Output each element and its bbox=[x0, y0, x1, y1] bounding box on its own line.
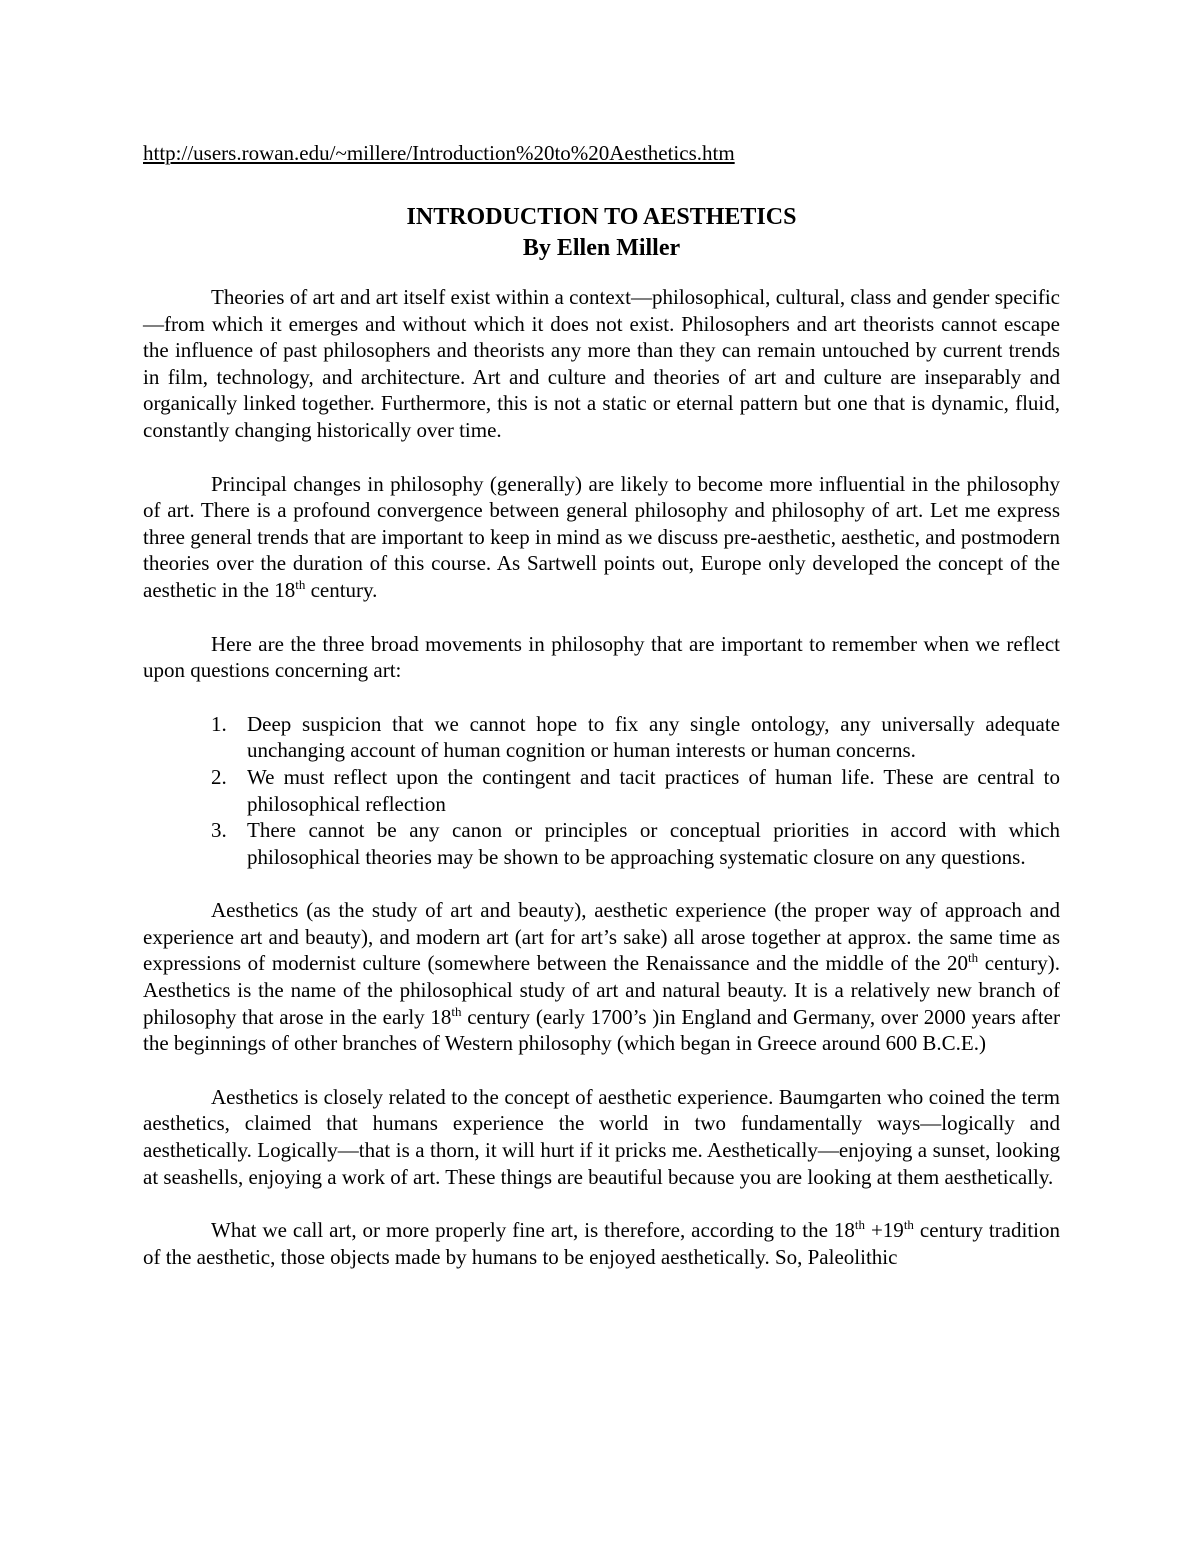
title-block bbox=[143, 202, 1060, 264]
superscript: th bbox=[451, 1003, 462, 1019]
list-item bbox=[211, 764, 1060, 817]
paragraph-2 bbox=[143, 471, 1060, 604]
paragraph-4-text-a: Aesthetics (as the study of art and beauty), aesthetic experience (the proper way of approach and experience art and beauty), and modern art (art for art’s sake) all arose together at approx. the same time as expressions of modernist culture (somewhere between the Renaissance and the middle of the 20 bbox=[143, 898, 1060, 976]
superscript: th bbox=[854, 1217, 865, 1233]
document-page bbox=[143, 140, 1060, 1270]
paragraph-6-text-a: What we call art, or more properly fine art, is therefore, according to the 18 bbox=[211, 1218, 855, 1243]
paragraph-5: Aesthetics is closely related to the concept of aesthetic experience. Baumgarten who coined the term aesthetics, claimed that humans experience the world in two fundamentally ways—logically and aesthetically. Logically—that is a thorn, it will hurt if it pricks me. Aesthetically—enjoying a sunset, looking at seashells, enjoying a work of art. These things are beautiful because you are looking at them aesthetically. bbox=[143, 1084, 1060, 1189]
paragraph-6 bbox=[143, 1217, 1060, 1270]
paragraph-6-text-c: century tradition of the aesthetic, those objects made by humans to be enjoyed aesthetically. So, Paleolithic bbox=[143, 1218, 1060, 1269]
paragraph-6-text-b: +19 bbox=[865, 1218, 904, 1243]
list-item-text: There cannot be any canon or principles or conceptual priorities in accord with which philosophical theories may be shown to be approaching systematic closure on any questions. bbox=[247, 818, 1060, 869]
movements-list bbox=[211, 711, 1060, 871]
list-item bbox=[211, 817, 1060, 870]
paragraph-2-text-a: Principal changes in philosophy (generally) are likely to become more influential in the philosophy of art. There is a profound convergence between general philosophy and philosophy of art. Let me express three general trends that are important to keep in mind as we discuss pre-aesthetic, aesthetic, and postmodern theories over the duration of this course. As Sartwell points out, Europe only developed the concept of the aesthetic in the 18 bbox=[143, 471, 1060, 602]
paragraph-1: Theories of art and art itself exist within a context—philosophical, cultural, class and gender specific—from which it emerges and without which it does not exist. Philosophers and art theorists cannot escape the influence of past philosophers and theorists any more than they can remain untouched by current trends in film, technology, and architecture. Art and culture and theories of art and culture are inseparably and organically linked together. Furthermore, this is not a static or eternal pattern but one that is dynamic, fluid, constantly changing historically over time. bbox=[143, 285, 1060, 442]
paragraph-4-text-c: century (early 1700’s )in England and Germany, over 2000 years after the beginnings of other branches of Western philosophy (which began in Greece around 600 B.C.E.) bbox=[143, 1004, 1060, 1056]
superscript: th bbox=[295, 576, 306, 592]
document-title: INTRODUCTION TO AESTHETICS bbox=[406, 204, 797, 230]
superscript: th bbox=[967, 950, 979, 966]
paragraph-4 bbox=[143, 897, 1060, 1057]
paragraph-4-text-b: century). Aesthetics is the name of the philosophical study of art and natural beauty. It is a relatively new branch of philosophy that arose in the early 18 bbox=[143, 951, 1060, 1029]
source-url-link[interactable]: http://users.rowan.edu/~millere/Introduction%20to%20Aesthetics.htm bbox=[143, 141, 735, 165]
list-item-number: 1. bbox=[211, 711, 227, 736]
author-byline: By Ellen Miller bbox=[522, 235, 681, 261]
list-item bbox=[211, 711, 1060, 764]
list-item-text: We must reflect upon the contingent and tacit practices of human life. These are central to philosophical reflection bbox=[247, 764, 1060, 816]
paragraph-3: Here are the three broad movements in philosophy that are important to remember when we reflect upon questions concerning art: bbox=[143, 631, 1060, 683]
list-item-text: Deep suspicion that we cannot hope to fix any single ontology, any universally adequate unchanging account of human cognition or human interests or human concerns. bbox=[247, 711, 1060, 763]
paragraph-2-text-b: century. bbox=[305, 577, 378, 602]
list-item-number: 2. bbox=[211, 764, 227, 789]
superscript: th bbox=[903, 1217, 914, 1233]
list-item-number: 3. bbox=[211, 818, 227, 843]
